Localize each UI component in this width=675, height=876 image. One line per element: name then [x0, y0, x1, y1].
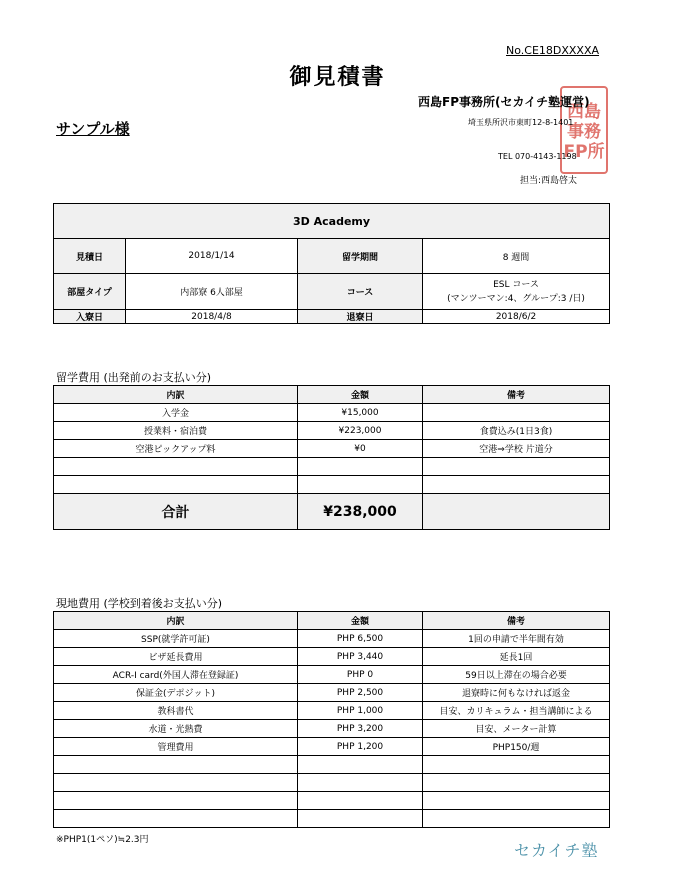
note-cell: 59日以上滞在の場合必要 [423, 666, 610, 684]
note-cell [423, 792, 610, 810]
item-cell [54, 476, 298, 494]
table-row [54, 810, 610, 828]
page-title: 御見積書 [289, 65, 386, 90]
table-row [54, 458, 610, 476]
checkout-date: 2018/6/2 [423, 310, 610, 324]
local-fees-table [53, 611, 610, 828]
table-row [54, 774, 610, 792]
table-row [54, 440, 610, 458]
school-name: 3D Academy [54, 204, 610, 239]
table-row [54, 738, 610, 756]
note-cell: 延長1回 [423, 648, 610, 666]
brand-logo: セカイチ塾 [514, 841, 599, 860]
amount-cell [298, 774, 423, 792]
table-row [54, 666, 610, 684]
room: 内部寮 6人部屋 [126, 274, 298, 310]
course-line: (マンツーマン:4、グループ:3 /日) [447, 293, 585, 304]
note-cell: 1回の申請で半年間有効 [423, 630, 610, 648]
note-cell [423, 810, 610, 828]
amount-cell [298, 476, 423, 494]
amount-cell: PHP 3,200 [298, 720, 423, 738]
table-row [54, 792, 610, 810]
table-row [54, 720, 610, 738]
amount-cell: ¥0 [298, 440, 423, 458]
course [423, 274, 610, 310]
table-row [54, 684, 610, 702]
table-row [54, 422, 610, 440]
amount-cell: PHP 1,200 [298, 738, 423, 756]
course-line: ESL コース [493, 279, 539, 290]
table-row [54, 756, 610, 774]
note-cell [423, 404, 610, 422]
issuer-tel: TEL 070-4143-1198 [498, 152, 577, 161]
amount-cell [298, 810, 423, 828]
amount-cell [298, 792, 423, 810]
item-cell [54, 792, 298, 810]
note-cell [423, 476, 610, 494]
amount-cell: ¥223,000 [298, 422, 423, 440]
amount-cell: ¥15,000 [298, 404, 423, 422]
exchange-rate-note: ※PHP1(1ペソ)≒2.3円 [56, 835, 149, 845]
amount-cell [298, 458, 423, 476]
item-cell: 教科書代 [54, 702, 298, 720]
note-cell: 退寮時に何もなければ返金 [423, 684, 610, 702]
column-header: 備考 [423, 386, 610, 404]
local-fees-title: 現地費用 (学校到着後お支払い分) [56, 597, 223, 610]
item-cell [54, 756, 298, 774]
note-cell: 目安、カリキュラム・担当講師による [423, 702, 610, 720]
item-cell [54, 774, 298, 792]
total-label: 合計 [54, 494, 298, 530]
note-cell [423, 756, 610, 774]
note-cell: PHP150/週 [423, 738, 610, 756]
table-row [54, 476, 610, 494]
column-header: 金額 [298, 386, 423, 404]
course-info-table [53, 203, 610, 324]
issuer-company: 西島FP事務所(セカイチ塾運営) [418, 95, 590, 109]
total-note-cell [423, 494, 610, 530]
item-cell: ビザ延長費用 [54, 648, 298, 666]
item-cell: 管理費用 [54, 738, 298, 756]
study-fees-title: 留学費用 (出発前のお支払い分) [56, 371, 212, 384]
course-label: コース [298, 274, 423, 310]
note-cell [423, 458, 610, 476]
column-header: 金額 [298, 612, 423, 630]
seal-text: FP所 [563, 142, 605, 162]
period: 8 週間 [423, 239, 610, 274]
amount-cell: PHP 3,440 [298, 648, 423, 666]
customer-name: サンプル様 [56, 120, 130, 138]
item-cell: 入学金 [54, 404, 298, 422]
table-row [54, 404, 610, 422]
period-label: 留学期間 [298, 239, 423, 274]
item-cell: ACR-I card(外国人滞在登録証) [54, 666, 298, 684]
checkin-date: 2018/4/8 [126, 310, 298, 324]
note-cell: 空港⇒学校 片道分 [423, 440, 610, 458]
issuer-representative: 担当:西島啓太 [520, 176, 578, 186]
table-row [54, 702, 610, 720]
seal-text: 事務 [567, 122, 601, 142]
item-cell: 保証金(デポジット) [54, 684, 298, 702]
item-cell [54, 810, 298, 828]
note-cell [423, 774, 610, 792]
note-cell: 目安、メーター計算 [423, 720, 610, 738]
total-value: ¥238,000 [298, 494, 423, 530]
amount-cell: PHP 6,500 [298, 630, 423, 648]
checkin-label: 入寮日 [54, 310, 126, 324]
item-cell: SSP(就学許可証) [54, 630, 298, 648]
column-header: 内訳 [54, 612, 298, 630]
total-row [54, 494, 610, 530]
checkout-label: 退寮日 [298, 310, 423, 324]
column-header: 内訳 [54, 386, 298, 404]
item-cell: 授業料・宿泊費 [54, 422, 298, 440]
item-cell [54, 458, 298, 476]
amount-cell: PHP 0 [298, 666, 423, 684]
item-cell: 水道・光熱費 [54, 720, 298, 738]
room-label: 部屋タイプ [54, 274, 126, 310]
issuer-address: 埼玉県所沢市東町12-8-1401 [468, 118, 574, 127]
table-row [54, 630, 610, 648]
document-number: No.CE18DXXXXA [506, 44, 600, 57]
seal-text: 西島 [567, 102, 601, 122]
table-row [54, 648, 610, 666]
note-cell: 食費込み(1日3食) [423, 422, 610, 440]
column-header: 備考 [423, 612, 610, 630]
amount-cell: PHP 1,000 [298, 702, 423, 720]
quote-date: 2018/1/14 [126, 239, 298, 274]
amount-cell: PHP 2,500 [298, 684, 423, 702]
amount-cell [298, 756, 423, 774]
study-fees-table [53, 385, 610, 530]
quote-date-label: 見積日 [54, 239, 126, 274]
item-cell: 空港ピックアップ料 [54, 440, 298, 458]
